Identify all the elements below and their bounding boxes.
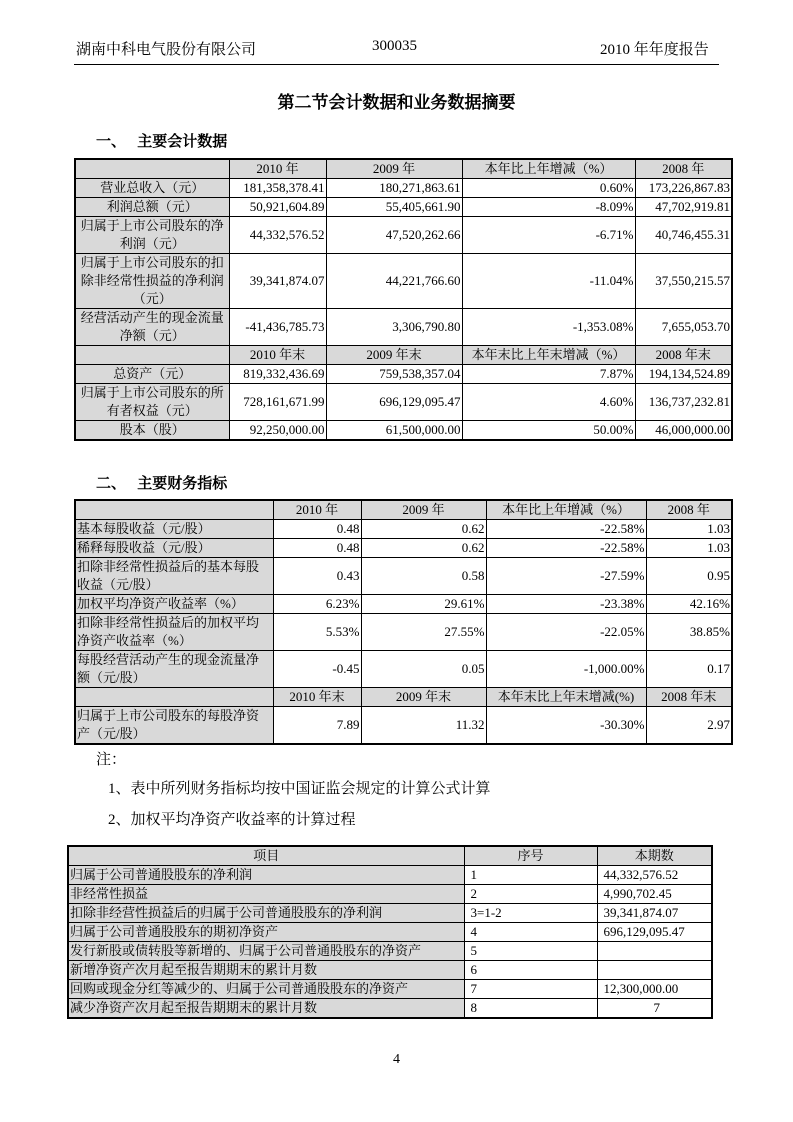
cell-value: 6.23% xyxy=(273,595,361,614)
header-company: 湖南中科电气股份有限公司 xyxy=(76,42,257,58)
financial-indicators-table xyxy=(74,499,733,745)
cell-value: -22.05% xyxy=(486,614,646,651)
cell-value: 39,341,874.07 xyxy=(229,254,326,309)
cell-value: 0.48 xyxy=(273,539,361,558)
column-header: 本年末比上年末增减(%) xyxy=(486,688,646,707)
table-row xyxy=(68,923,712,942)
table-row xyxy=(75,254,732,309)
column-header xyxy=(75,346,229,365)
column-header xyxy=(75,500,273,520)
cell-value: 92,250,000.00 xyxy=(229,421,326,441)
column-header: 2008 年末 xyxy=(635,346,732,365)
row-label: 基本每股收益（元/股） xyxy=(75,520,273,539)
table-row xyxy=(75,558,732,595)
row-label: 股本（股） xyxy=(75,421,229,441)
column-header: 2010 年末 xyxy=(273,688,361,707)
column-header: 本期数 xyxy=(597,846,712,866)
cell-value: 61,500,000.00 xyxy=(326,421,462,441)
table-row xyxy=(75,198,732,217)
cell-value: 50.00% xyxy=(462,421,635,441)
header-row xyxy=(75,688,732,707)
cell-value: -22.58% xyxy=(486,520,646,539)
header-row xyxy=(75,500,732,520)
header-row xyxy=(68,846,712,866)
cell-value: 1.03 xyxy=(646,539,732,558)
cell-value: -8.09% xyxy=(462,198,635,217)
cell-value: -6.71% xyxy=(462,217,635,254)
row-label: 总资产（元） xyxy=(75,365,229,384)
row-label: 归属于上市公司股东的扣除非经常性损益的净利润（元） xyxy=(75,254,229,309)
table-row xyxy=(68,980,712,999)
table-row xyxy=(75,520,732,539)
row-label: 回购或现金分红等减少的、归属于公司普通股股东的净资产 xyxy=(68,980,464,999)
cell-value: 4.60% xyxy=(462,384,635,421)
table-row xyxy=(68,866,712,885)
row-label: 归属于上市公司股东的净利润（元） xyxy=(75,217,229,254)
row-label: 营业总收入（元） xyxy=(75,179,229,198)
row-label: 稀释每股收益（元/股） xyxy=(75,539,273,558)
table-row xyxy=(75,651,732,688)
table-row xyxy=(68,961,712,980)
table-row xyxy=(75,595,732,614)
column-header: 2009 年 xyxy=(361,500,486,520)
row-label: 经营活动产生的现金流量净额（元） xyxy=(75,309,229,346)
column-header: 序号 xyxy=(464,846,597,866)
cell-value: 136,737,232.81 xyxy=(635,384,732,421)
roe-calculation-table xyxy=(67,845,713,1019)
cell-value: 55,405,661.90 xyxy=(326,198,462,217)
cell-value: 44,332,576.52 xyxy=(229,217,326,254)
column-header: 2008 年末 xyxy=(646,688,732,707)
cell-value: 8 xyxy=(464,999,597,1019)
cell-value: 728,161,671.99 xyxy=(229,384,326,421)
table-row xyxy=(75,421,732,441)
cell-value: -23.38% xyxy=(486,595,646,614)
cell-value: -11.04% xyxy=(462,254,635,309)
column-header: 2009 年 xyxy=(326,159,462,179)
cell-value: 7.87% xyxy=(462,365,635,384)
row-label: 扣除非经常性损益后的基本每股收益（元/股） xyxy=(75,558,273,595)
header-row xyxy=(75,159,732,179)
cell-value: -27.59% xyxy=(486,558,646,595)
cell-value: 0.60% xyxy=(462,179,635,198)
row-label: 扣除非经常性损益后的加权平均净资产收益率（%） xyxy=(75,614,273,651)
column-header: 2010 年 xyxy=(229,159,326,179)
table-row xyxy=(68,904,712,923)
cell-value: -1,353.08% xyxy=(462,309,635,346)
cell-value: 819,332,436.69 xyxy=(229,365,326,384)
cell-value: 0.62 xyxy=(361,539,486,558)
main-accounting-data-table xyxy=(74,158,733,441)
column-header: 2010 年 xyxy=(273,500,361,520)
row-label: 发行新股或债转股等新增的、归属于公司普通股股东的净资产 xyxy=(68,942,464,961)
cell-value: 39,341,874.07 xyxy=(597,904,712,923)
cell-value: 6 xyxy=(464,961,597,980)
cell-value: 5.53% xyxy=(273,614,361,651)
cell-value: 50,921,604.89 xyxy=(229,198,326,217)
cell-value: 696,129,095.47 xyxy=(326,384,462,421)
cell-value: -1,000.00% xyxy=(486,651,646,688)
table-row xyxy=(75,707,732,745)
cell-value: 194,134,524.89 xyxy=(635,365,732,384)
column-header: 2008 年 xyxy=(635,159,732,179)
cell-value: 7 xyxy=(597,999,712,1019)
row-label: 每股经营活动产生的现金流量净额（元/股） xyxy=(75,651,273,688)
section-2-heading: 二、 主要财务指标 xyxy=(96,476,228,492)
cell-value: 44,332,576.52 xyxy=(597,866,712,885)
cell-value: 0.95 xyxy=(646,558,732,595)
table-row xyxy=(75,614,732,651)
cell-value: 2.97 xyxy=(646,707,732,745)
cell-value: 12,300,000.00 xyxy=(597,980,712,999)
cell-value: 2 xyxy=(464,885,597,904)
cell-value: -41,436,785.73 xyxy=(229,309,326,346)
column-header: 2010 年末 xyxy=(229,346,326,365)
table-row xyxy=(75,217,732,254)
column-header: 本年末比上年末增减（%） xyxy=(462,346,635,365)
cell-value: 0.17 xyxy=(646,651,732,688)
table-row xyxy=(75,179,732,198)
column-header: 本年比上年增减（%） xyxy=(462,159,635,179)
notes-label: 注： xyxy=(96,752,127,768)
table-row xyxy=(75,384,732,421)
cell-value: 40,746,455.31 xyxy=(635,217,732,254)
cell-value: 0.62 xyxy=(361,520,486,539)
column-header: 2009 年末 xyxy=(326,346,462,365)
page-title: 第二节会计数据和业务数据摘要 xyxy=(277,93,516,112)
cell-value: 4,990,702.45 xyxy=(597,885,712,904)
row-label: 利润总额（元） xyxy=(75,198,229,217)
column-header xyxy=(75,688,273,707)
cell-value: 27.55% xyxy=(361,614,486,651)
table-row xyxy=(75,539,732,558)
cell-value: 3=1-2 xyxy=(464,904,597,923)
section-1-heading: 一、 主要会计数据 xyxy=(96,134,228,150)
cell-value: 42.16% xyxy=(646,595,732,614)
cell-value: 4 xyxy=(464,923,597,942)
column-header: 2008 年 xyxy=(646,500,732,520)
cell-value xyxy=(597,942,712,961)
row-label: 加权平均净资产收益率（%） xyxy=(75,595,273,614)
header-divider xyxy=(74,64,719,65)
cell-value: 5 xyxy=(464,942,597,961)
cell-value: 37,550,215.57 xyxy=(635,254,732,309)
table-row xyxy=(68,999,712,1019)
cell-value: 0.05 xyxy=(361,651,486,688)
cell-value: 38.85% xyxy=(646,614,732,651)
header-row xyxy=(75,346,732,365)
row-label: 归属于公司普通股股东的净利润 xyxy=(68,866,464,885)
column-header: 2009 年末 xyxy=(361,688,486,707)
cell-value: 759,538,357.04 xyxy=(326,365,462,384)
row-label: 减少净资产次月起至报告期期末的累计月数 xyxy=(68,999,464,1019)
cell-value: 44,221,766.60 xyxy=(326,254,462,309)
cell-value: 7 xyxy=(464,980,597,999)
note-2: 2、加权平均净资产收益率的计算过程 xyxy=(108,812,356,828)
cell-value: 7.89 xyxy=(273,707,361,745)
column-header: 项目 xyxy=(68,846,464,866)
cell-value xyxy=(597,961,712,980)
table-row xyxy=(68,885,712,904)
note-1: 1、表中所列财务指标均按中国证监会规定的计算公式计算 xyxy=(108,781,491,797)
cell-value: 0.48 xyxy=(273,520,361,539)
cell-value: 1.03 xyxy=(646,520,732,539)
cell-value: 11.32 xyxy=(361,707,486,745)
cell-value: -0.45 xyxy=(273,651,361,688)
column-header: 本年比上年增减（%） xyxy=(486,500,646,520)
row-label: 非经常性损益 xyxy=(68,885,464,904)
cell-value: 696,129,095.47 xyxy=(597,923,712,942)
cell-value: 7,655,053.70 xyxy=(635,309,732,346)
row-label: 新增净资产次月起至报告期期末的累计月数 xyxy=(68,961,464,980)
row-label: 归属于公司普通股股东的期初净资产 xyxy=(68,923,464,942)
cell-value: 29.61% xyxy=(361,595,486,614)
header-report-title: 2010 年年度报告 xyxy=(600,42,709,58)
cell-value: 0.43 xyxy=(273,558,361,595)
page-number: 4 xyxy=(393,1052,400,1067)
header-stock-code: 300035 xyxy=(372,38,417,54)
row-label: 扣除非经营性损益后的归属于公司普通股股东的净利润 xyxy=(68,904,464,923)
cell-value: 46,000,000.00 xyxy=(635,421,732,441)
column-header xyxy=(75,159,229,179)
cell-value: 0.58 xyxy=(361,558,486,595)
cell-value: 47,702,919.81 xyxy=(635,198,732,217)
cell-value: 173,226,867.83 xyxy=(635,179,732,198)
table-row xyxy=(68,942,712,961)
cell-value: 180,271,863.61 xyxy=(326,179,462,198)
cell-value: 181,358,378.41 xyxy=(229,179,326,198)
cell-value: 3,306,790.80 xyxy=(326,309,462,346)
row-label: 归属于上市公司股东的所有者权益（元） xyxy=(75,384,229,421)
cell-value: -30.30% xyxy=(486,707,646,745)
cell-value: -22.58% xyxy=(486,539,646,558)
table-row xyxy=(75,365,732,384)
row-label: 归属于上市公司股东的每股净资产（元/股） xyxy=(75,707,273,745)
cell-value: 47,520,262.66 xyxy=(326,217,462,254)
cell-value: 1 xyxy=(464,866,597,885)
table-row xyxy=(75,309,732,346)
